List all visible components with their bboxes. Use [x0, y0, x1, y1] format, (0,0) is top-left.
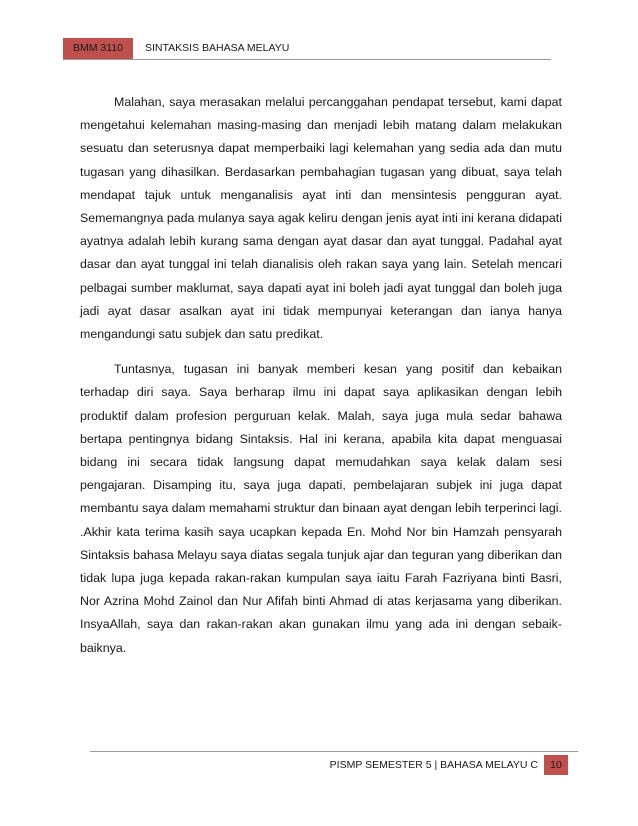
body-paragraph-1: Malahan, saya merasakan melalui percanggahan pendapat tersebut, kami dapat mengetahui kelemahan masing-masing dan menjadi lebih matang dalam melakukan sesuatu dan seterusnya dapat memperbaiki lagi kelemahan yang sedia ada dan mutu tugasan yang dihasilkan. Berdasarkan pembahagian tugasan yang dibuat, saya telah mendapat tajuk untuk menganalisis ayat inti dan mensintesis pengguran ayat. Sememangnya pada mulanya saya agak keliru dengan jenis ayat inti ini kerana didapati ayatnya adalah lebih kurang sama dengan ayat dasar dan ayat tunggal. Padahal ayat dasar dan ayat tunggal ini telah dianalisis oleh rakan saya yang lain. Setelah mencari pelbagai sumber maklumat, saya dapati ayat ini boleh jadi ayat tunggal dan boleh juga jadi ayat dasar asalkan ayat ini tidak mempunyai keterangan dan ianya hanya mengandungi satu subjek dan satu predikat.: [80, 95, 562, 342]
page-number-badge: 10: [544, 755, 568, 775]
course-code-badge: BMM 3110: [63, 38, 133, 59]
page-footer: [90, 751, 578, 777]
document-body: [80, 91, 562, 660]
footer-divider: [90, 751, 578, 752]
footer-label: PISMP SEMESTER 5 | BAHASA MELAYU C: [329, 759, 538, 771]
course-title: SINTAKSIS BAHASA MELAYU: [145, 42, 290, 54]
page-header: [63, 38, 551, 60]
body-paragraph-2: Tuntasnya, tugasan ini banyak memberi kesan yang positif dan kebaikan terhadap diri saya. Saya berharap ilmu ini dapat saya aplikasikan dengan lebih produktif dalam profesion perguruan kelak. Malah, saya juga mula sedar bahawa bertapa pentingnya bidang Sintaksis. Hal ini kerana, apabila kita dapat menguasai bidang ini secara tidak langsung dapat memudahkan saya kelak dalam sesi pengajaran. Disamping itu, saya juga dapati, pembelajaran subjek ini juga dapat membantu saya dalam memahami struktur dan binaan ayat dengan lebih terperinci lagi. .Akhir kata terima kasih saya ucapkan kepada En. Mohd Nor bin Hamzah pensyarah Sintaksis bahasa Melayu saya diatas segala tunjuk ajar dan teguran yang diberikan dan tidak lupa juga kepada rakan-rakan kumpulan saya iaitu Farah Fazriyana binti Basri, Nor Azrina Mohd Zainol dan Nur Afifah binti Ahmad di atas kerjasama yang diberikan. InsyaAllah, saya dan rakan-rakan akan gunakan ilmu yang ada ini dengan sebaik-baiknya.: [80, 362, 562, 655]
header-divider: [63, 59, 551, 60]
